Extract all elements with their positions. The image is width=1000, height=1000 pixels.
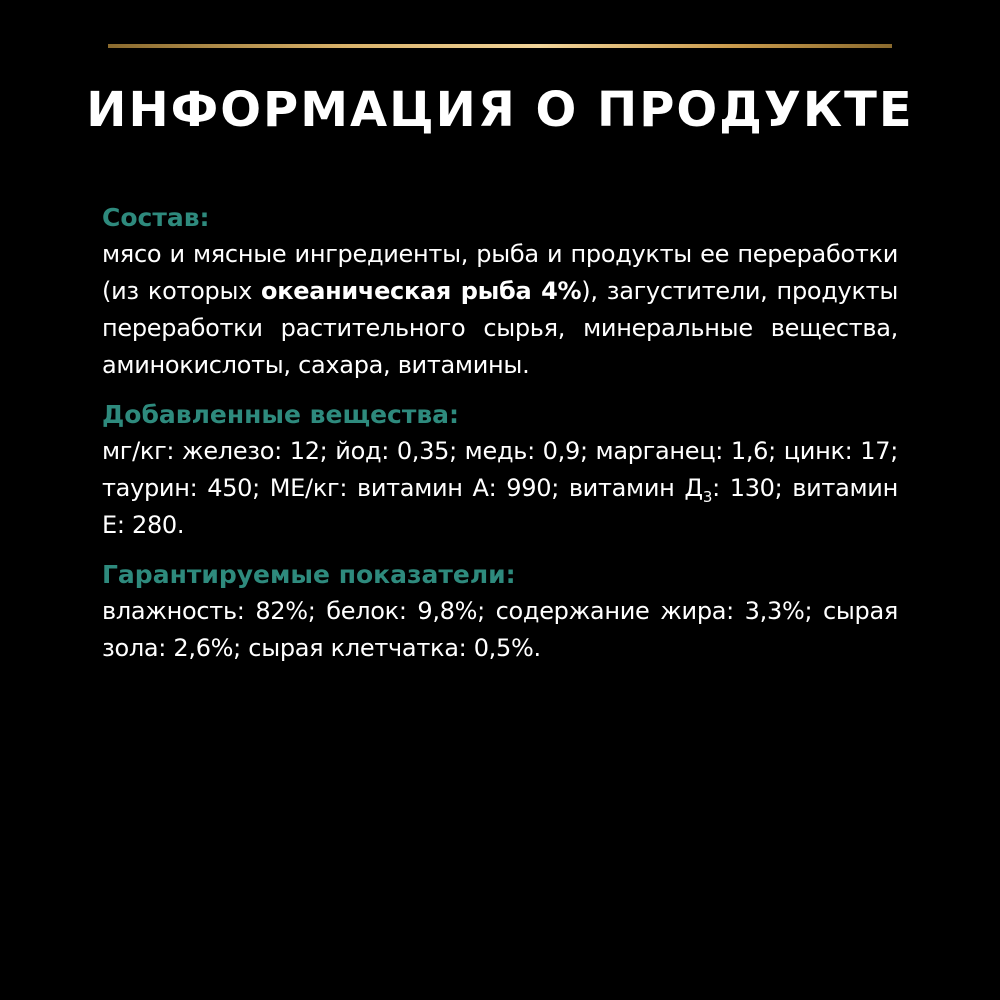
page-title: ИНФОРМАЦИЯ О ПРОДУКТЕ [86, 82, 914, 138]
composition-section [102, 199, 898, 384]
product-info-content [102, 199, 898, 679]
additives-heading: Добавленные вещества: [102, 400, 460, 429]
guaranteed-text: влажность: 82%; белок: 9,8%; содержание жира: 3,3%; сырая зола: 2,6%; сырая клетчатка: 0,5%. [102, 597, 898, 662]
additives-section [102, 396, 898, 544]
additives-text-end: : 130; витамин Е: 280. [102, 474, 898, 539]
composition-text-start: мясо и мясные ингредиенты, рыба и продукты ее переработки (из которых [102, 240, 898, 305]
composition-heading: Состав: [102, 203, 210, 232]
additives-text-start: мг/кг: железо: 12; йод: 0,35; медь: 0,9; марганец: 1,6; цинк: 17; таурин: 450; МЕ/кг: витамин А: 990; витамин Д [102, 437, 898, 502]
gold-divider [108, 44, 892, 48]
additives-text [102, 433, 898, 544]
composition-text-end: ), загустители, продукты переработки растительного сырья, минеральные вещества, аминокислоты, сахара, витамины. [102, 277, 898, 379]
composition-highlight: океаническая рыба 4% [261, 277, 582, 305]
vitamin-d-subscript: 3 [702, 488, 713, 506]
composition-text [102, 236, 898, 384]
guaranteed-section [102, 556, 898, 667]
guaranteed-heading: Гарантируемые показатели: [102, 560, 516, 589]
